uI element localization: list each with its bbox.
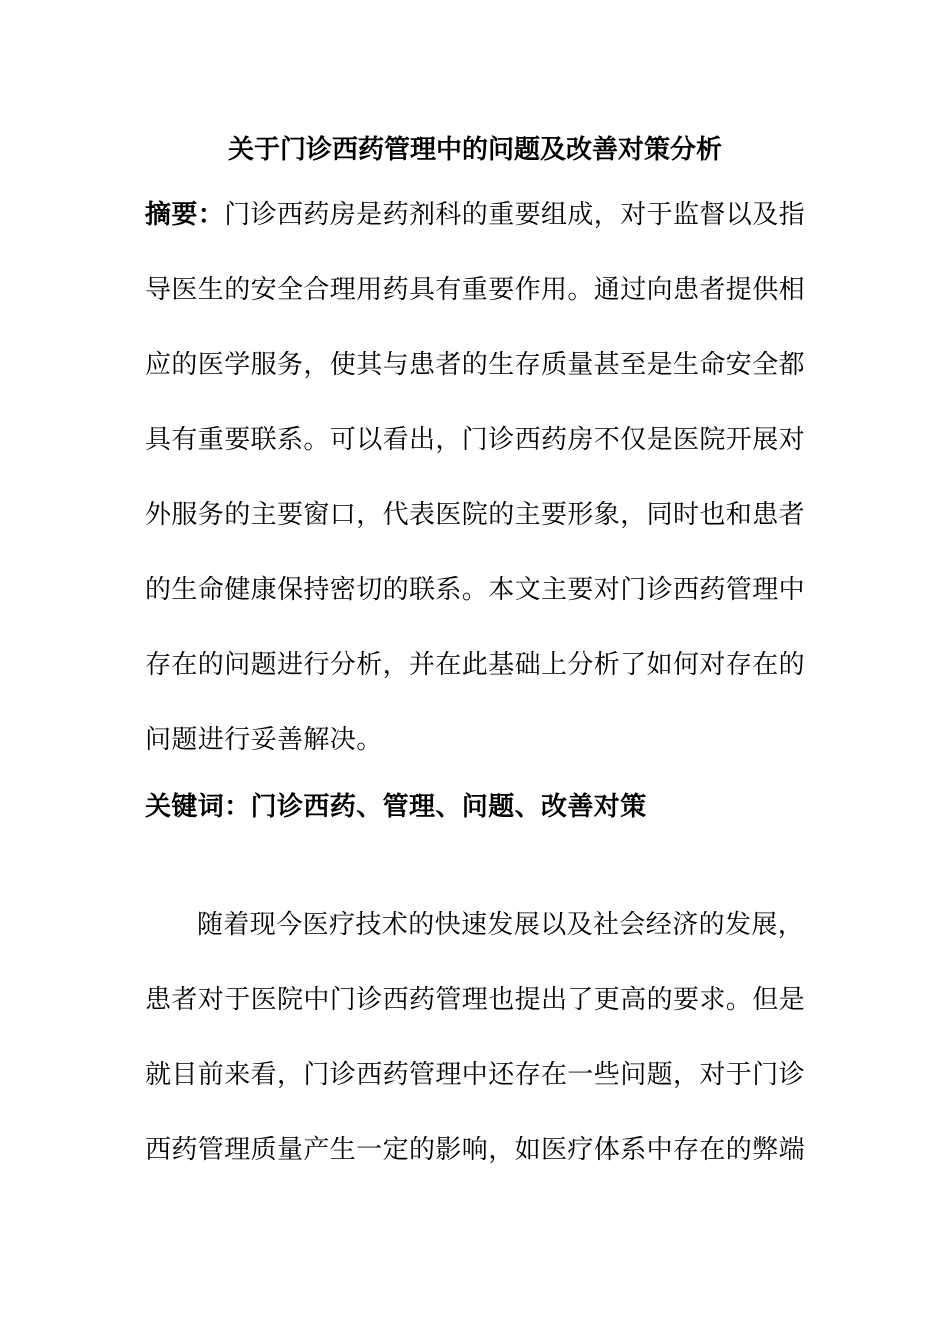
keywords-label: 关键词：	[145, 792, 251, 822]
abstract-label: 摘要：	[145, 200, 225, 230]
body-line: 就目前来看，门诊西药管理中还存在一些问题，对于门诊	[145, 1060, 806, 1090]
abstract-line: 外服务的主要窗口，代表医院的主要形象，同时也和患者	[145, 500, 806, 530]
abstract-line: 存在的问题进行分析，并在此基础上分析了如何对存在的	[145, 650, 806, 680]
abstract-text: 门诊西药房是药剂科的重要组成，对于监督以及指	[224, 200, 806, 230]
abstract-line: 的生命健康保持密切的联系。本文主要对门诊西药管理中	[145, 575, 806, 605]
document-title: 关于门诊西药管理中的问题及改善对策分析	[227, 135, 722, 165]
abstract-line: 问题进行妥善解决。	[145, 725, 383, 755]
abstract-line: 应的医学服务，使其与患者的生存质量甚至是生命安全都	[145, 350, 806, 380]
abstract-line	[145, 197, 810, 233]
abstract-line: 导医生的安全合理用药具有重要作用。通过向患者提供相	[145, 275, 806, 305]
body-line: 患者对于医院中门诊西药管理也提出了更高的要求。但是	[145, 985, 806, 1015]
abstract-line: 具有重要联系。可以看出，门诊西药房不仅是医院开展对	[145, 425, 806, 455]
body-line: 随着现今医疗技术的快速发展以及社会经济的发展，	[197, 910, 805, 940]
keywords-line	[145, 789, 810, 825]
keywords-text: 门诊西药、管理、问题、改善对策	[250, 792, 647, 822]
body-line: 西药管理质量产生一定的影响，如医疗体系中存在的弊端	[145, 1135, 806, 1165]
